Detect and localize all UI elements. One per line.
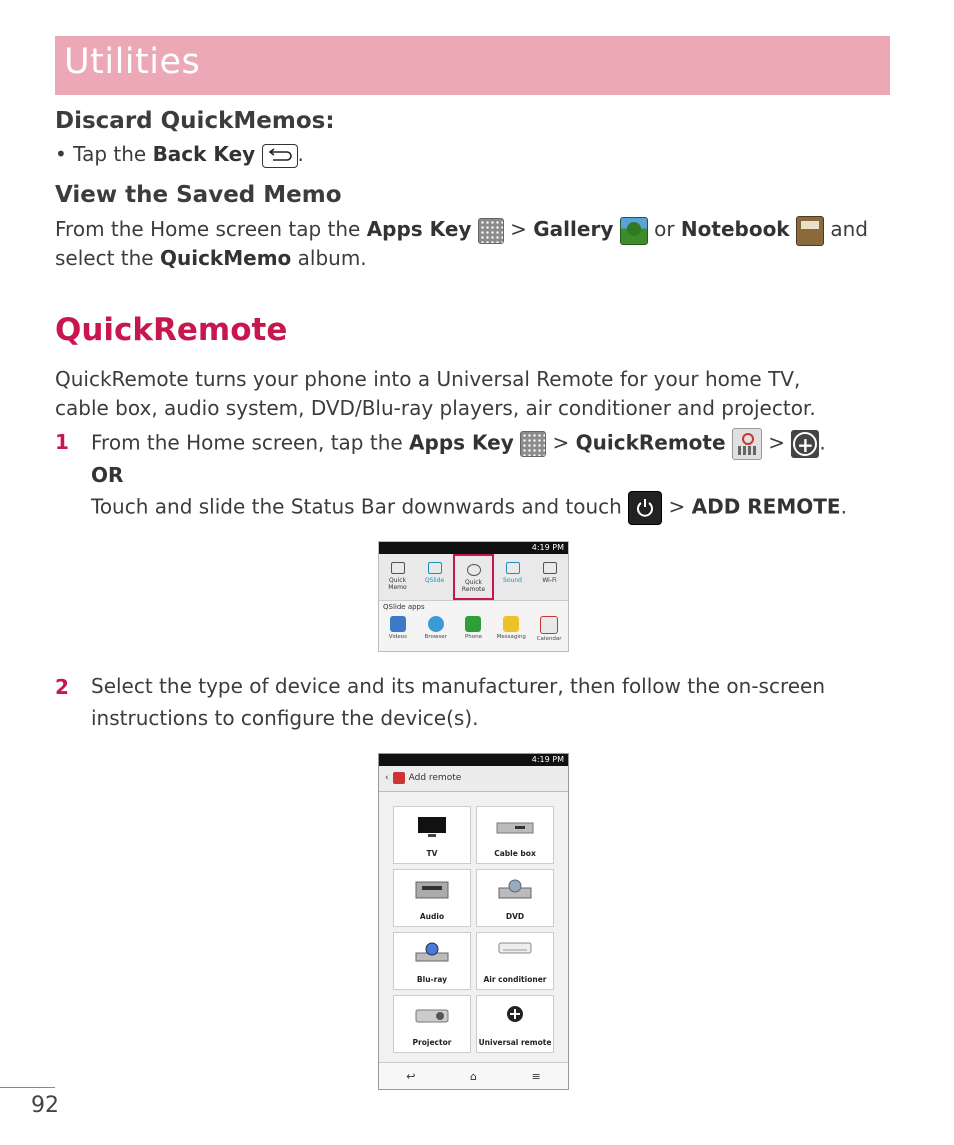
or-label [91,461,123,490]
app-label: Messaging [496,634,526,640]
step-1-text [91,428,826,460]
step-1-number: 1 [55,430,69,454]
apps-key-icon [520,431,546,457]
apps-key-label: Apps Key [366,217,472,241]
qs-label: QSlide [424,577,445,584]
add-remote-label: ADD REMOTE [691,494,841,519]
app-label: Calendar [536,636,562,642]
qs-qslide[interactable] [416,554,453,600]
calendar-icon [540,616,558,634]
qs-label: Wi-Fi [542,577,557,584]
cable-box-icon [495,815,535,839]
device-label: Cable box [494,849,536,858]
menu-icon[interactable]: ≡ [531,1069,541,1083]
intro-line-1: QuickRemote turns your phone into a Universal Remote for your home TV, [55,367,801,391]
app-label: Browser [424,634,447,640]
qs-label: Quick Memo [388,577,407,591]
qslide-apps-row [379,615,568,645]
add-remote-plus-icon [791,430,819,458]
text: > [662,494,692,519]
device-label: Blu-ray [416,975,448,984]
device-label: DVD [505,912,525,921]
device-dvd[interactable] [476,869,554,927]
text: > [546,430,576,455]
browser-icon [428,616,444,632]
or-text: OR [91,463,124,487]
app-phone[interactable] [455,615,493,645]
quickremote-label: QuickRemote [575,430,726,455]
discard-heading: Discard QuickMemos: [55,108,335,134]
speaker-icon [506,562,520,574]
projector-icon [412,1004,452,1028]
text: Touch and slide the Status Bar downwards and touch [91,494,629,519]
text: album. [291,246,367,270]
add-remote-title: Add remote [408,773,462,783]
device-label: Audio [419,912,445,921]
quick-settings-row [379,554,568,601]
quickremote-icon [732,428,762,460]
text: From the Home screen, tap the [91,430,410,455]
device-label: Projector [412,1038,452,1047]
page-number: 92 [31,1093,59,1118]
text: From the Home screen tap the [55,217,367,241]
power-icon [467,564,481,576]
qs-wifi[interactable] [531,554,568,600]
videos-icon [390,616,406,632]
air-conditioner-icon [495,941,535,965]
text: > [503,217,534,241]
wifi-icon [543,562,557,574]
text: . [297,142,304,166]
qs-quick-memo[interactable] [379,554,416,600]
app-messaging[interactable] [492,615,530,645]
step-2-number: 2 [55,675,69,699]
status-bar [379,754,568,766]
app-browser[interactable] [417,615,455,645]
intro-line-2: cable box, audio system, DVD/Blu-ray players, air conditioner and projector. [55,396,816,420]
status-time: 4:19 PM [531,755,564,764]
qs-label: Sound [503,577,522,584]
quickmemo-label: QuickMemo [159,246,292,270]
messaging-icon [503,616,519,632]
gallery-icon [620,217,648,245]
device-audio[interactable] [393,869,471,927]
text: . [840,494,847,519]
device-cable-box[interactable] [476,806,554,864]
touch-instruction [91,491,847,525]
apps-key-icon [478,218,504,244]
discard-instruction [55,140,304,169]
back-key-label: Back Key [152,142,256,166]
notification-panel-screenshot [378,541,569,652]
device-tv[interactable] [393,806,471,864]
banner-title: Utilities [64,42,201,82]
qs-quick-remote[interactable] [453,554,494,600]
audio-icon [412,878,452,902]
text: . [819,430,826,455]
apps-key-label: Apps Key [409,430,514,455]
device-label: TV [426,849,438,858]
status-time: 4:19 PM [531,543,564,552]
notebook-label: Notebook [680,217,790,241]
navigation-bar [379,1062,568,1089]
device-label: Universal remote [478,1038,552,1047]
view-heading: View the Saved Memo [55,182,342,208]
text: > [761,430,792,455]
phone-icon [465,616,481,632]
text: and [823,217,868,241]
dvd-icon [495,878,535,902]
gallery-label: Gallery [533,217,614,241]
quickremote-title: QuickRemote [55,312,288,348]
app-videos[interactable] [379,615,417,645]
quickremote-icon [393,772,405,784]
quickmemo-icon [391,562,405,574]
status-bar [379,542,568,554]
back-icon[interactable]: ↩ [406,1069,416,1083]
qs-label: Quick Remote [461,579,486,593]
add-remote-titlebar: ‹ Add remote [379,766,568,792]
app-label: Phone [464,634,483,640]
bullet: • [55,142,67,166]
text: Tap the [73,142,153,166]
device-projector[interactable] [393,995,471,1053]
qslide-icon [428,562,442,574]
text: select the [55,246,160,270]
app-calendar[interactable] [530,615,568,645]
back-key-icon [262,144,298,168]
step-2-line-1: Select the type of device and its manufacturer, then follow the on-screen [91,674,826,698]
qs-sound[interactable] [494,554,531,600]
text: or [647,217,681,241]
bluray-icon [412,941,452,965]
device-label: Air conditioner [483,975,547,984]
device-universal-remote[interactable] [476,995,554,1053]
footer-rule [0,1087,55,1088]
device-air-conditioner[interactable] [476,932,554,990]
app-label: Videos [388,634,408,640]
plus-icon [495,1004,535,1028]
view-line-1 [55,215,868,246]
qslide-apps-label: QSlide apps [383,603,425,611]
add-remote-screenshot [378,753,569,1090]
power-icon [628,491,662,525]
view-line-2 [55,244,367,273]
step-2-line-2: instructions to configure the device(s). [91,706,479,730]
tv-icon [412,815,452,839]
section-banner [55,36,890,95]
device-bluray[interactable] [393,932,471,990]
notebook-icon [796,216,824,246]
home-icon[interactable]: ⌂ [469,1069,477,1083]
